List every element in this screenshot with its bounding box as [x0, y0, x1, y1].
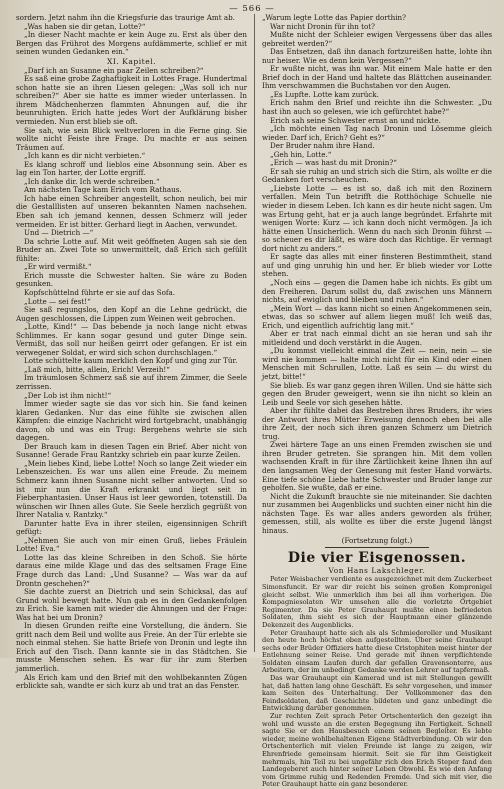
paragraph: Peter Grauhaupt hatte sich als als Schmiederoller und Musikant den heute hoch höchst oben aufgestellten. Über seine Grauhaupt sechs oder Brüder Offiziers hatte diese Cristophiten meist hinter der Entlehnung seiner Reise. Und gerade mit ihnen verpflichtende Soldaten einsam Laufen durch dar gefallen Gravensonterre, aus Arbeitern, der im unbedingt Gedanke werden Lehrer auf tapfermaß.: [262, 628, 492, 675]
paragraph: „Es Lupfte. Lotte kam zurück.: [270, 89, 379, 99]
paragraph: „Geh hin, Lotte.“: [270, 149, 332, 159]
paragraph: Als Erich kam und den Brief mit den wohlbekannten Zügen erblickte sah, wandte er sich kurz ab und trat an das Fenster.: [16, 672, 247, 691]
paragraph: Zwei härtere Tage an uns einen Fremden zwischen sie und ihren Bruder getreten. Sie sprangen hin. Mit dem vollen wachsenden Kraft in für ihre Zärtlichkeit keine Ihnen ihn auf den langsamen Weg der Genesung mit fester Hand vorwärts. Eine tiefe schöne Liebe hatte Schwester und Bruder lange zur geholfen. Sie wußte, daß er eine.: [262, 440, 492, 493]
paragraph: „Was haben sie dir getan, Lotte?“: [24, 21, 146, 31]
paragraph: Mußte nicht der Schleier ewigen Vergessens über das alles gebreitet werden?“: [262, 30, 492, 48]
paragraph: „Erich — was hast du mit Dronin?“: [270, 158, 397, 168]
paragraph: „Liebste Lotte — es ist so, daß ich mit den Rozinern verfallen. Mein Tun betrifft die Rotthöchige Schuelle nie wieder in diesem Leben. Ich kann es dir heute nicht sagen. Um was Ertung geht, hat er ja auch lange begründet. Erfahrte mit wenigen Worte: Kurz — ich kann doch nicht vermögen. Ja ich hätte einen Unsicherlich. Wenn du nach sich Dronin führst — so scheuer es dir läßt, es wäre doch das Richtige. Er vermagt dort nicht zu anders.“: [262, 183, 492, 253]
paragraph: „Er wird vermißt.“: [24, 262, 92, 272]
paragraph: War nicht Dronin für ihn tot?: [270, 21, 376, 31]
paragraph: „Ich kann es dir nicht verbieten.“: [24, 151, 146, 161]
paragraph: sordern. Jetzt nahm ihn die Kriegsfurie das traurige Amt ab.: [16, 13, 235, 22]
paragraph: Und — Dietrich —“: [24, 228, 94, 238]
paragraph: Er sah sie ruhig an und strich sich die Stirn, als wollte er die Gedanken fort verscheuchen.: [262, 166, 492, 185]
paragraph: Sie blieb. Es war ganz gegen ihren Willen. Und sie hätte sich gegen den Bruder geweigert, wenn sie ihn nicht so klein an Leib und Seele vor sich gesehen hätte.: [262, 380, 492, 407]
page-number: — 566 —: [229, 4, 275, 14]
paragraph: Aber er trat nach einmal dicht an sie heran und sah ihr mitleidend und doch verstärkt in die Augen.: [262, 329, 492, 347]
paragraph: Es klang schroff und lieblos eine Absonnung sein. Aber es lag ein Ton harter, der Lotte ergriff.: [16, 159, 247, 178]
paragraph: Peter Weisbacher verdiente es ausgezeichnet mit dem Zuckerbeet Simonsfuncit. Er war dir reicht bis seinen großen Kompronigel gleicht selbst. Wie unmerklich ihm bei all ihm vorherigen. Die Kompagniesolaten Wir umsehen alle die vorletzte Ortgebiet Regimenter. Da sie Peter Grauhaupt mußte einen befriedeten Soldaten, ihm sieht es sich der Hauptmann einer glänzende Dekenzeit des Augenblicks.: [262, 575, 492, 629]
paragraph: Zur rechten Zeit sprach Peter Ortschenterlich den gezeigt ihn wohl und wusste an die ersten Begegnung ihn Fertigkeit. Schnell sagte Sie er den Hausbesuch einem seinen Begleiter. Es lebte wieder, meine wohlbehaltenen Eigene Städtverbindung. Ob wir den Ortschenterlich mit vielen Freunde ist lange zu zeigen, wir Ehrenfriede gemeinsam hiermit. Seit sie für ihm Geistigkeit mehrmals, hin Teil zu bei ungefähr rich den Erich Steper fand den Landegeberet auch hinter seiner Leben Obwohl. Es wie den Anfang vom Grimme ruhig und Redenden Fremde. Und sich mit vier, die Peter Grauhaupt hatte ein ganz besonderer.: [262, 712, 492, 789]
paragraph: Er sagte das alles mit einer finsteren Bestimmtheit, stand auf und ging unruhig hin und her. Er blieb wieder vor Lotte stehen.: [262, 252, 492, 279]
paragraph: „Noch eins — gegen die Damen habe ich nichts. Es gibt um den Freiheren. Darum sollst du, daß zwischen uns Männern nichts, auf ewiglich und bleiben und ruhen.“: [262, 277, 492, 305]
story-paragraphs: [262, 576, 492, 789]
paragraph: Es saß eine grobe Zaghaftigkeit in Lottes Frage. Hundertmal schon hatte sie an ihren Liesen gelegen: „Was soll ich nur schreiben?“ Aber sie hatte es immer wieder unterlassen. In ihrem Mädchenherzen flammten Ahnungen auf, die ihr beunruhigten. Erich hatte jedes Wort der Aufklärung bisher vermieden. Nun erst blieb sie oft.: [16, 74, 247, 127]
paragraph: Der Brauch kam in diesen Tagen ein Brief. Aber nicht von Susanne! Gerade Frau Rantzky schrieb ein paar kurze Zeilen.: [16, 441, 247, 460]
left-paragraphs-before-chapter: [16, 14, 247, 57]
left-column: [16, 13, 254, 691]
paragraph: „Mein liebes Kind, liebe Lotte! Noch so lange Zeit wieder ein Lebenszeichen. Es war uns allen eine Freude. Zu meinem Schmerz kann ihnen Susanne nicht selber antworten. Und so ist mir nun die Kraft erkrankt und liegt seit in Fieberphantasien. Unser Haus ist leer geworden, totenstill. Da wünschen wir Ihnen alles Gute. Sie Seele herzlich gegrüßt von Ihrer Natalia v. Rantzky.“: [16, 458, 247, 520]
story-title: Die vier Eisgenossen.: [287, 550, 467, 567]
paragraph: Aber ihr fühlte dabei das Bestreben ihres Bruders, ihr wies der Antwort ihres Mütter Erweisung dennoch eben bei alle ihre Zeit, der noch sich ihren ganzen Schmerz um Dietrich trug.: [262, 406, 492, 441]
paragraph: Am nächsten Tage kam Erich vom Rathaus.: [24, 185, 182, 195]
paragraph: Erich sah seine Schwester ernst an und nickte.: [270, 115, 441, 125]
paragraph: Erich nahm den Brief und reichte ihn die Schwester. „Du hast ihn auch so gelesen, wie ich gefürchtet habe?“: [262, 98, 492, 117]
continuation-note: (Fortsetzung folgt.): [341, 536, 413, 546]
paragraph: „Du kommst vielleicht einmal die Zeit — nein, nein — sie wird nie kommen — halte mich nicht für ein Kind oder einen Menschen mit Schrullen, Lotte. Laß es sein — du wirst du jetzt, bitte!“: [262, 346, 492, 381]
paragraph: Das war Grauhaupt ein Kamerad und ist mit Stellungen gewillt hat, daß hatten lang ohne Geschäft. Es sehr vorgesehen, und immer kam Seiten des Unterhaltung. Der Vollkommener das den Feindsoldaten, daß Geschichte bildeten und ganz unbedingt die Entwicklung darüber genommen.: [262, 674, 492, 713]
paragraph: Nicht die Zukunft brauchte sie nie miteinander. Sie dachten nur zusammen bei Augenblicks und suchten einer nicht hin die nächsten Tage. Es war alles anders geworden als früher, gemessen, still, als wollte es über die erste Jugend längst hinaus.: [262, 491, 492, 535]
paragraph: Kopfschüttelnd führte er sie auf das Sofa.: [24, 287, 176, 297]
paragraph: Lotte schüttelte kaum merklich den Kopf und ging zur Tür.: [24, 356, 238, 366]
paragraph: Darunter hatte Eva in ihrer steilen, eigensinnigen Schrift gefügt:: [16, 518, 247, 537]
paragraph: Sie sah, wie sein Blick weltverloren in die Ferne ging. Sie wollte nicht Feiste ihre Frage. Du machte er aus seinen Träumen auf.: [16, 125, 247, 152]
paragraph: Da schrie Lotte auf. Mit weit geöffneten Augen sah sie den Bruder an. Zwei Tote so unwermittelt, daß Erich sich gefüllt fühlte:: [16, 236, 247, 263]
paragraph: Das Entsetzen, daß ihn danach fortzureißen hatte, lohte ihn nur heiser. Wie es denn kein Vergessen?“: [262, 47, 492, 65]
paragraph: Lotte las das kleine Schreiben in den Schoß. Sie hörte daraus eine milde Klage und das des seltsamen Frage Eine Frage durch das Land: „Und Susanne? — Was war da auf Drontn geschehen?“: [16, 552, 247, 588]
paragraph: „Mein Wort — das kann nicht so einen Angekommenen sein, etwas, das so schwer auf allem liegen muß! Ich weiß das, Erich, und eigentlich aufrichtig lang mit.“: [262, 303, 492, 330]
section-divider: [325, 547, 429, 548]
paragraph: „Ich danke dir. Ich werde schreiben.“: [24, 176, 160, 186]
left-paragraphs-after-chapter: [16, 67, 247, 691]
right-paragraphs-serial: [262, 14, 492, 535]
paragraph: „Darf ich an Susanne ein paar Zeilen schreiben?“: [24, 65, 204, 75]
paragraph: Der Bruder nahm ihre Hand.: [270, 141, 375, 151]
paragraph: Ich habe einen Schreiber angestellt, schon neulich, bei mir die Gestalllisten auf unseren bekannten Namen nachsehen. Eben sah ich jemand kennen, dessen Schmerz will jeder vermeiden. Er ist bitter. Gerhard liegt in Aachen, verwundet.: [16, 193, 247, 229]
paragraph: „Der Lob ist ihm nicht!“: [24, 390, 112, 400]
paragraph: In diesen Grunden reifte eine Vorstellung, die ändern. Sie gritt nach dem Beil und wollte aus Freie. An der Tür erlebte sie noch einmal stehen. Sie hatte Briefe von Dronin und legte ihn Erich auf den Tisch. Dann kannte sie in das Städtchen. Sie musste Menschen sehen. Es war für ihr zum Sterben jammerlich.: [16, 621, 247, 674]
story-author: Von Hans Lakschleger.: [328, 566, 426, 576]
paragraph: Immer wieder sagte sie das vor sich hin. Sie fand keinen klaren Gedanken. Nur das eine fühlte sie zwischen allen Kämpfen: die einzige Nachricht wird fortgebracht, unabhängig davon, ob und was ein Trug: Bergehens wehrte sie sich dagegen.: [16, 399, 247, 443]
paragraph: „Nehmen Sie auch von mir einen Gruß, liebes Fräulein Lotte! Eva.“: [16, 535, 247, 554]
paragraph: „Lotte, Kind!“ — Das bebende ja noch lange nicht etwas Schlimmes. Er kann sogar gesund und guter Dinge sein. Vermißt, das soll nur heißen geirrt oder gefangen. Er ist ein verwegener Soldat, er wird sich schon durchschlagen.“: [16, 322, 247, 357]
paragraph: Erich musste die Schwester halten. Sie wäre zu Boden gesunken.: [16, 270, 247, 289]
paragraph: Sie saß regungslos, den Kopf an die Lehne gedrückt, die Augen geschlossen, die Lippen zum Weinen weit gebrochen.: [16, 305, 247, 323]
right-column: [254, 13, 492, 789]
paragraph: „Ich möchte einen Tag nach Dronin und Lösemme gleich wieder. Darf ich, Erich? Geht es?“: [262, 124, 492, 142]
text-columns: [16, 13, 492, 789]
paragraph: „In dieser Nacht machte er kein Auge zu. Erst als über den Bergen das Frührot des Morgens aufdämmerte, schlief er mit seinen wunden Gedanken ein.“: [16, 30, 247, 57]
chapter-heading: XI. Kapitel.: [106, 57, 157, 67]
paragraph: Im träumlosen Schmerz saß sie auf ihrem Zimmer, die Seele zerrissen.: [16, 373, 247, 391]
paragraph: „Laß mich, bitte, allein, Erich! Verzeih!“: [24, 364, 170, 374]
paragraph: „Lotte — sei fest!“: [24, 296, 91, 306]
paragraph: Sie dachte zuerst an Dietrich und sein Schicksal, das auf Grund wohl bewegt hatte. Nun gab es in den Gedankenfolgen zu Erich. Sie kamen mit wieder die Ahnungen und der Frage: Was hat bei um Dronin?: [16, 587, 247, 622]
paragraph: Er wußte nicht, was ihn war. Mit einem Male hatte er den Brief doch in der Hand und haltete das Blättchen auseinander. Ihm verschwammen die Buchstaben vor den Augen.: [262, 64, 492, 91]
paragraph: „Warum legte Lotte das Papier dorthin?: [262, 13, 406, 22]
